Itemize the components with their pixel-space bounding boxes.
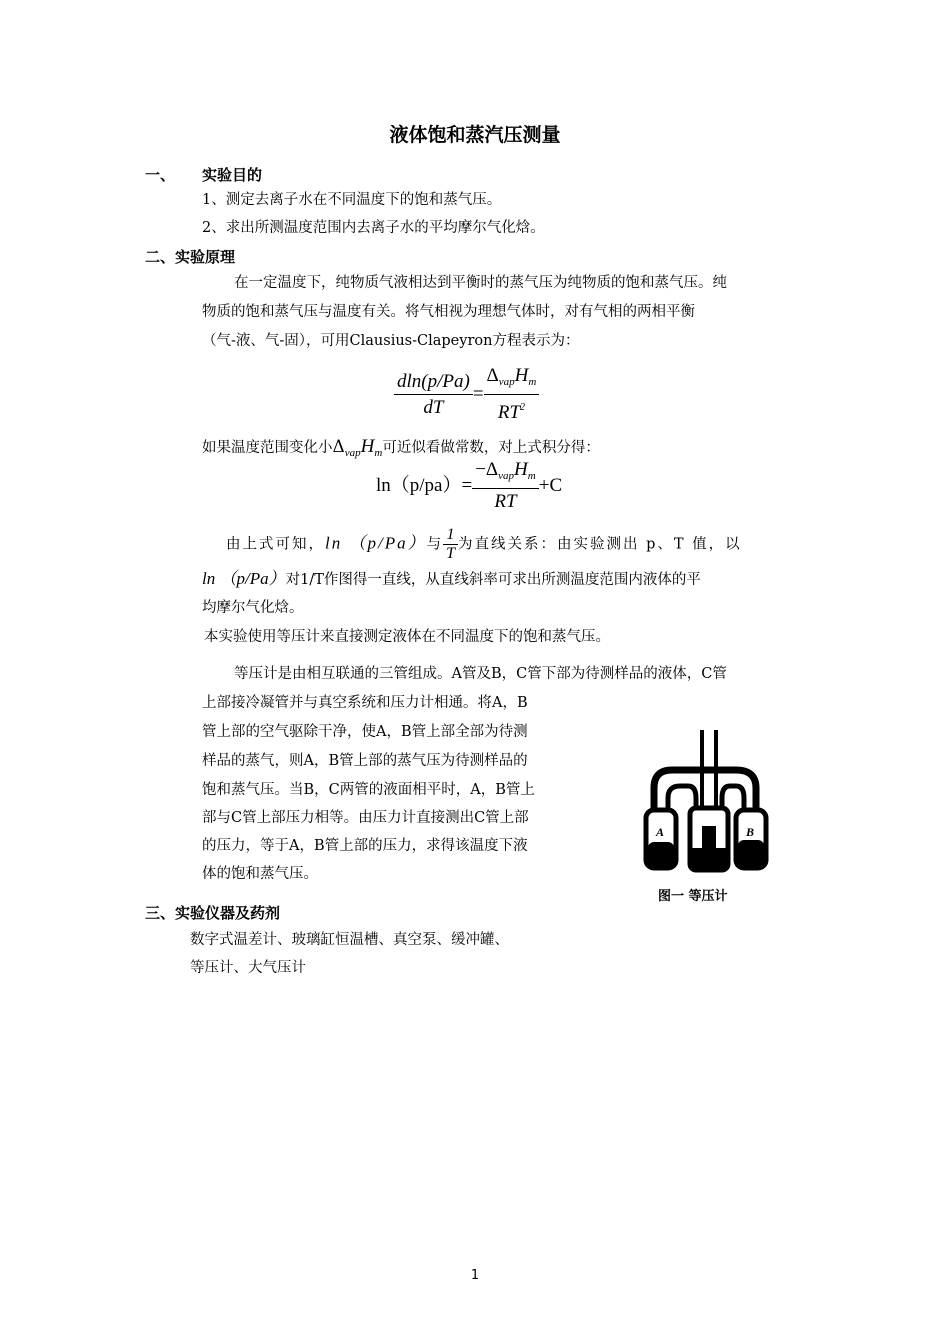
section3-heading: 三、实验仪器及药剂: [145, 904, 281, 922]
section2-para6-line6: 部与C管上部压力相等。由压力计直接测出C管上部: [202, 810, 529, 826]
section1-number: 一、: [145, 166, 176, 184]
section1-heading: 实验目的: [202, 166, 263, 184]
page-number: 1: [470, 1268, 480, 1283]
section2-para6-line5: 饱和蒸气压。当B，C两管的液面相平时，A，B管上: [202, 782, 535, 798]
section2-para2: 如果温度范围变化小$\Delta_{vap}H_m$可近似看做常数，对上式积分得：: [202, 436, 600, 459]
section2-para6-line7: 的压力，等于A，B管上部的压力，求得该温度下液: [202, 838, 528, 854]
section2-para5: 本实验使用等压计来直接测定液体在不同温度下的饱和蒸气压。: [204, 629, 610, 645]
eq2-numerator: $-\Delta_{vap}H_m$: [472, 458, 539, 489]
eq1-rhs-denominator: $RT^2$: [497, 402, 526, 423]
para3-fraction: $\frac{1}{T}$: [443, 526, 458, 563]
label-c: C: [703, 825, 712, 839]
eq2-equals: =: [461, 474, 473, 496]
eq2-fraction: [472, 458, 539, 515]
eq1-lhs-denominator: dT: [423, 396, 444, 418]
section2-para4: ln （p/Pa）对1/T作图得一直线，从直线斜率可求出所测温度范围内液体的平: [202, 569, 701, 588]
figure-caption: 图一 等压计: [658, 889, 728, 904]
section2-para6-line8: 体的饱和蒸气压。: [202, 866, 318, 882]
eq1-lhs-numerator: dln(p/Pa): [394, 370, 473, 395]
eq1-rhs-numerator: $\Delta_{vap}H_m$: [484, 364, 540, 395]
section1-item-1: 1、测定去离子水在不同温度下的饱和蒸气压。: [202, 192, 502, 208]
equation-clausius-clapeyron: [394, 364, 539, 426]
eq1-rhs-fraction: [484, 364, 540, 426]
eq2-tail: +C: [538, 474, 563, 496]
eq2-lhs: ln（p/pa）: [376, 474, 462, 496]
section2-para4-line2: 均摩尔气化焓。: [202, 600, 304, 616]
section2-heading: 二、实验原理: [145, 248, 236, 266]
eq2-denominator: RT: [494, 491, 517, 512]
section3-line2: 等压计、大气压计: [190, 960, 306, 976]
page-title: 液体饱和蒸汽压测量: [389, 124, 561, 146]
section3-line1: 数字式温差计、玻璃缸恒温槽、真空泵、缓冲罐、: [190, 932, 509, 948]
section2-para3: 由上式可知，ln （p/Pa）与 $\frac{1}{T}$ 为直线关系：由实验测出 p、T 值，以: [226, 526, 742, 562]
section2-para1-line1: 在一定温度下，纯物质气液相达到平衡时的蒸气压为纯物质的饱和蒸气压。纯: [234, 275, 727, 291]
section2-para6-line2: 上部接冷凝管并与真空系统和压力计相通。将A，B: [202, 695, 528, 711]
isoteniscope-figure: [640, 730, 770, 878]
section2-para6-line1: 等压计是由相互联通的三管组成。A管及B，C管下部为待测样品的液体，C管: [234, 666, 727, 682]
section2-para6-line4: 样品的蒸气，则A，B管上部的蒸气压为待测样品的: [202, 753, 528, 769]
equation-integrated: [376, 458, 562, 515]
eq1-equals: =: [472, 383, 484, 405]
section2-para1-line2: 物质的饱和蒸气压与温度有关。将气相视为理想气体时，对有气相的两相平衡: [202, 304, 695, 320]
label-a: A: [656, 825, 665, 839]
section1-item-2: 2、求出所测温度范围内去离子水的平均摩尔气化焓。: [202, 220, 545, 236]
label-b: B: [746, 825, 755, 839]
section2-para1-line3: （气-液、气-固），可用Clausius-Clapeyron方程表示为：: [202, 333, 580, 349]
section2-para6-line3: 管上部的空气驱除干净，使A，B管上部全部为待测: [202, 724, 528, 740]
eq1-lhs-fraction: [394, 370, 473, 421]
